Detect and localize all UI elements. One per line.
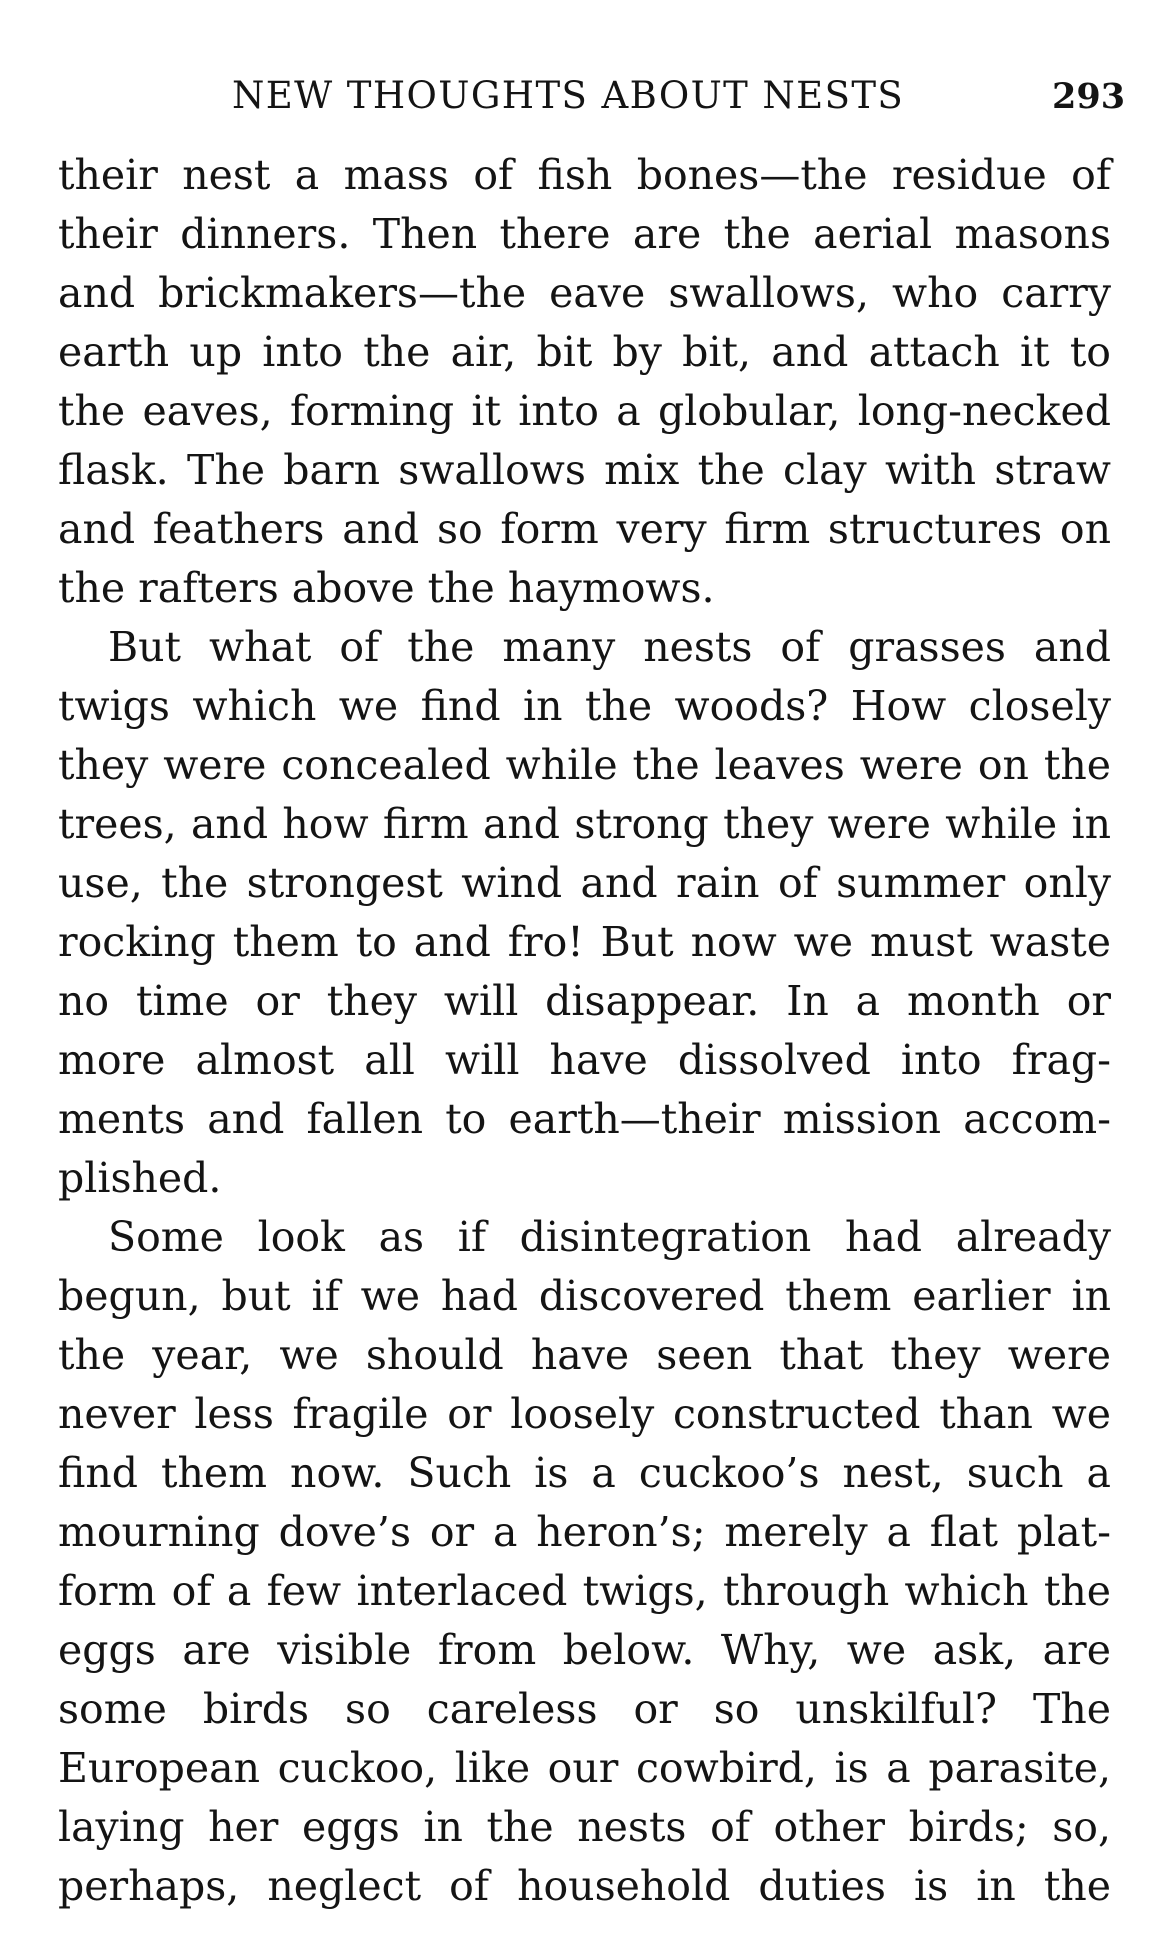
text-line: form of a few interlaced twigs, through which the [58, 1567, 1111, 1615]
text-line: plished. [58, 1154, 222, 1202]
text-line: their dinners. Then there are the aerial masons [58, 210, 1111, 258]
text-line: laying her eggs in the nests of other birds; so, [58, 1803, 1111, 1851]
text-line: ments and fallen to earth—their mission accom- [58, 1095, 1111, 1143]
text-line: and brickmakers—the eave swallows, who carry [58, 269, 1111, 317]
text-line: twigs which we find in the woods? How closely [58, 682, 1111, 730]
running-head [0, 74, 1163, 124]
paragraph-1 [58, 146, 1111, 618]
page-number: 293 [1052, 76, 1126, 117]
text-line: no time or they will disappear. In a month or [58, 977, 1111, 1025]
body-text [58, 146, 1111, 1916]
text-line: they were concealed while the leaves were on the [58, 741, 1111, 789]
text-line: perhaps, neglect of household duties is in the [58, 1862, 1111, 1910]
text-line: their nest a mass of fish bones—the residue of [58, 151, 1111, 199]
text-line: the rafters above the haymows. [58, 564, 715, 612]
text-line: use, the strongest wind and rain of summer only [58, 859, 1111, 907]
text-line: never less fragile or loosely constructed than we [58, 1390, 1111, 1438]
text-line: rocking them to and fro! But now we must waste [58, 918, 1111, 966]
text-line: begun, but if we had discovered them earlier in [58, 1272, 1111, 1320]
paragraph-3 [58, 1208, 1111, 1916]
text-line: earth up into the air, bit by bit, and attach it to [58, 328, 1111, 376]
text-line: more almost all will have dissolved into frag- [58, 1036, 1111, 1084]
running-title: NEW THOUGHTS ABOUT NESTS [232, 74, 905, 117]
text-line: the eaves, forming it into a globular, long-necked [58, 387, 1111, 435]
text-line: mourning dove’s or a heron’s; merely a flat plat- [58, 1508, 1111, 1556]
text-line: some birds so careless or so unskilful? The [58, 1685, 1111, 1733]
text-line: and feathers and so form very firm structures on [58, 505, 1111, 553]
text-line: find them now. Such is a cuckoo’s nest, such a [58, 1449, 1111, 1497]
text-line: European cuckoo, like our cowbird, is a parasite, [58, 1744, 1111, 1792]
text-line: But what of the many nests of grasses and [108, 623, 1111, 671]
text-line: trees, and how firm and strong they were while in [58, 800, 1111, 848]
text-line: eggs are visible from below. Why, we ask, are [58, 1626, 1111, 1674]
text-line: Some look as if disintegration had already [108, 1213, 1111, 1261]
text-line: flask. The barn swallows mix the clay with straw [58, 446, 1111, 494]
paragraph-2 [58, 618, 1111, 1208]
text-line: the year, we should have seen that they were [58, 1331, 1111, 1379]
